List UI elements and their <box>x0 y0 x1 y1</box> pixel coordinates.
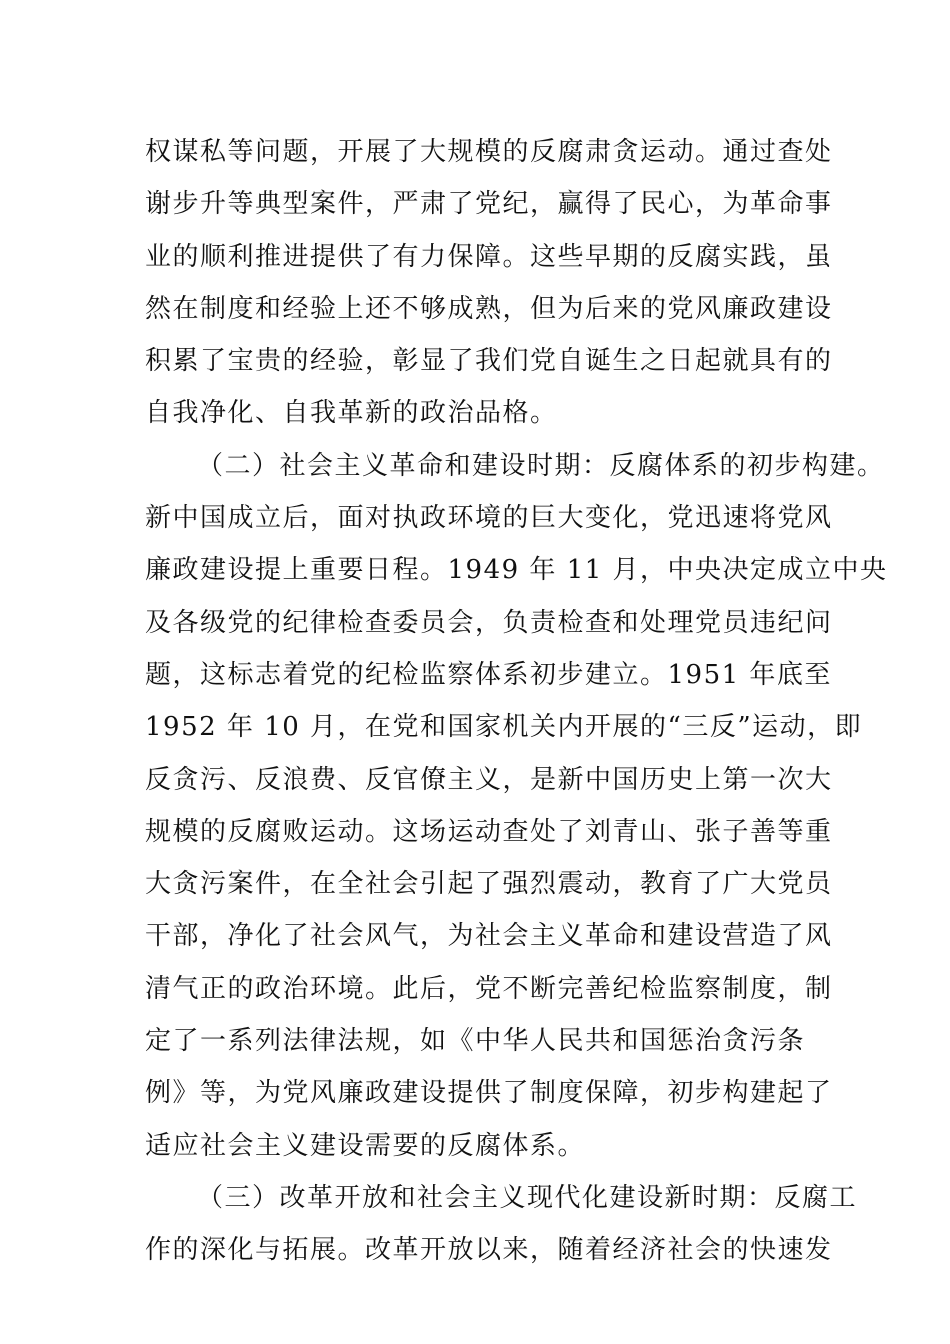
text-line: 积累了宝贵的经验，彰显了我们党自诞生之日起就具有的 <box>145 346 833 377</box>
text-line: 适应社会主义建设需要的反腐体系。 <box>145 1130 586 1161</box>
text-line: 例》等，为党风廉政建设提供了制度保障，初步构建起了 <box>145 1078 833 1109</box>
text-line: 及各级党的纪律检查委员会，负责检查和处理党员违纪问 <box>145 607 833 638</box>
text-line: 新中国成立后，面对执政环境的巨大变化，党迅速将党风 <box>145 503 833 534</box>
document-body <box>145 132 888 1283</box>
text-line: 题，这标志着党的纪检监察体系初步建立。1951 年底至 <box>145 659 832 690</box>
text-line: 规模的反腐败运动。这场运动查处了刘青山、张子善等重 <box>145 816 833 847</box>
text-line: 业的顺利推进提供了有力保障。这些早期的反腐实践，虽 <box>145 241 833 272</box>
text-line: 自我净化、自我革新的政治品格。 <box>145 398 558 429</box>
text-line: 大贪污案件，在全社会引起了强烈震动，教育了广大党员 <box>145 869 833 900</box>
text-line: 定了一系列法律法规，如《中华人民共和国惩治贪污条 <box>145 1026 806 1057</box>
text-line: 然在制度和经验上还不够成熟，但为后来的党风廉政建设 <box>145 293 833 324</box>
section-heading-line: （三）改革开放和社会主义现代化建设新时期：反腐工 <box>197 1182 858 1213</box>
text-line: 作的深化与拓展。改革开放以来，随着经济社会的快速发 <box>145 1235 833 1266</box>
text-line: 谢步升等典型案件，严肃了党纪，赢得了民心，为革命事 <box>145 189 833 220</box>
text-line: 廉政建设提上重要日程。1949 年 11 月，中央决定成立中央 <box>145 555 888 586</box>
text-line: 1952 年 10 月，在党和国家机关内开展的“三反”运动，即 <box>145 712 863 743</box>
text-line: 干部，净化了社会风气，为社会主义革命和建设营造了风 <box>145 921 833 952</box>
section-heading-line: （二）社会主义革命和建设时期：反腐体系的初步构建。 <box>197 450 885 481</box>
text-line: 反贪污、反浪费、反官僚主义，是新中国历史上第一次大 <box>145 764 833 795</box>
text-line: 清气正的政治环境。此后，党不断完善纪检监察制度，制 <box>145 973 833 1004</box>
text-line: 权谋私等问题，开展了大规模的反腐肃贪运动。通过查处 <box>145 137 833 167</box>
